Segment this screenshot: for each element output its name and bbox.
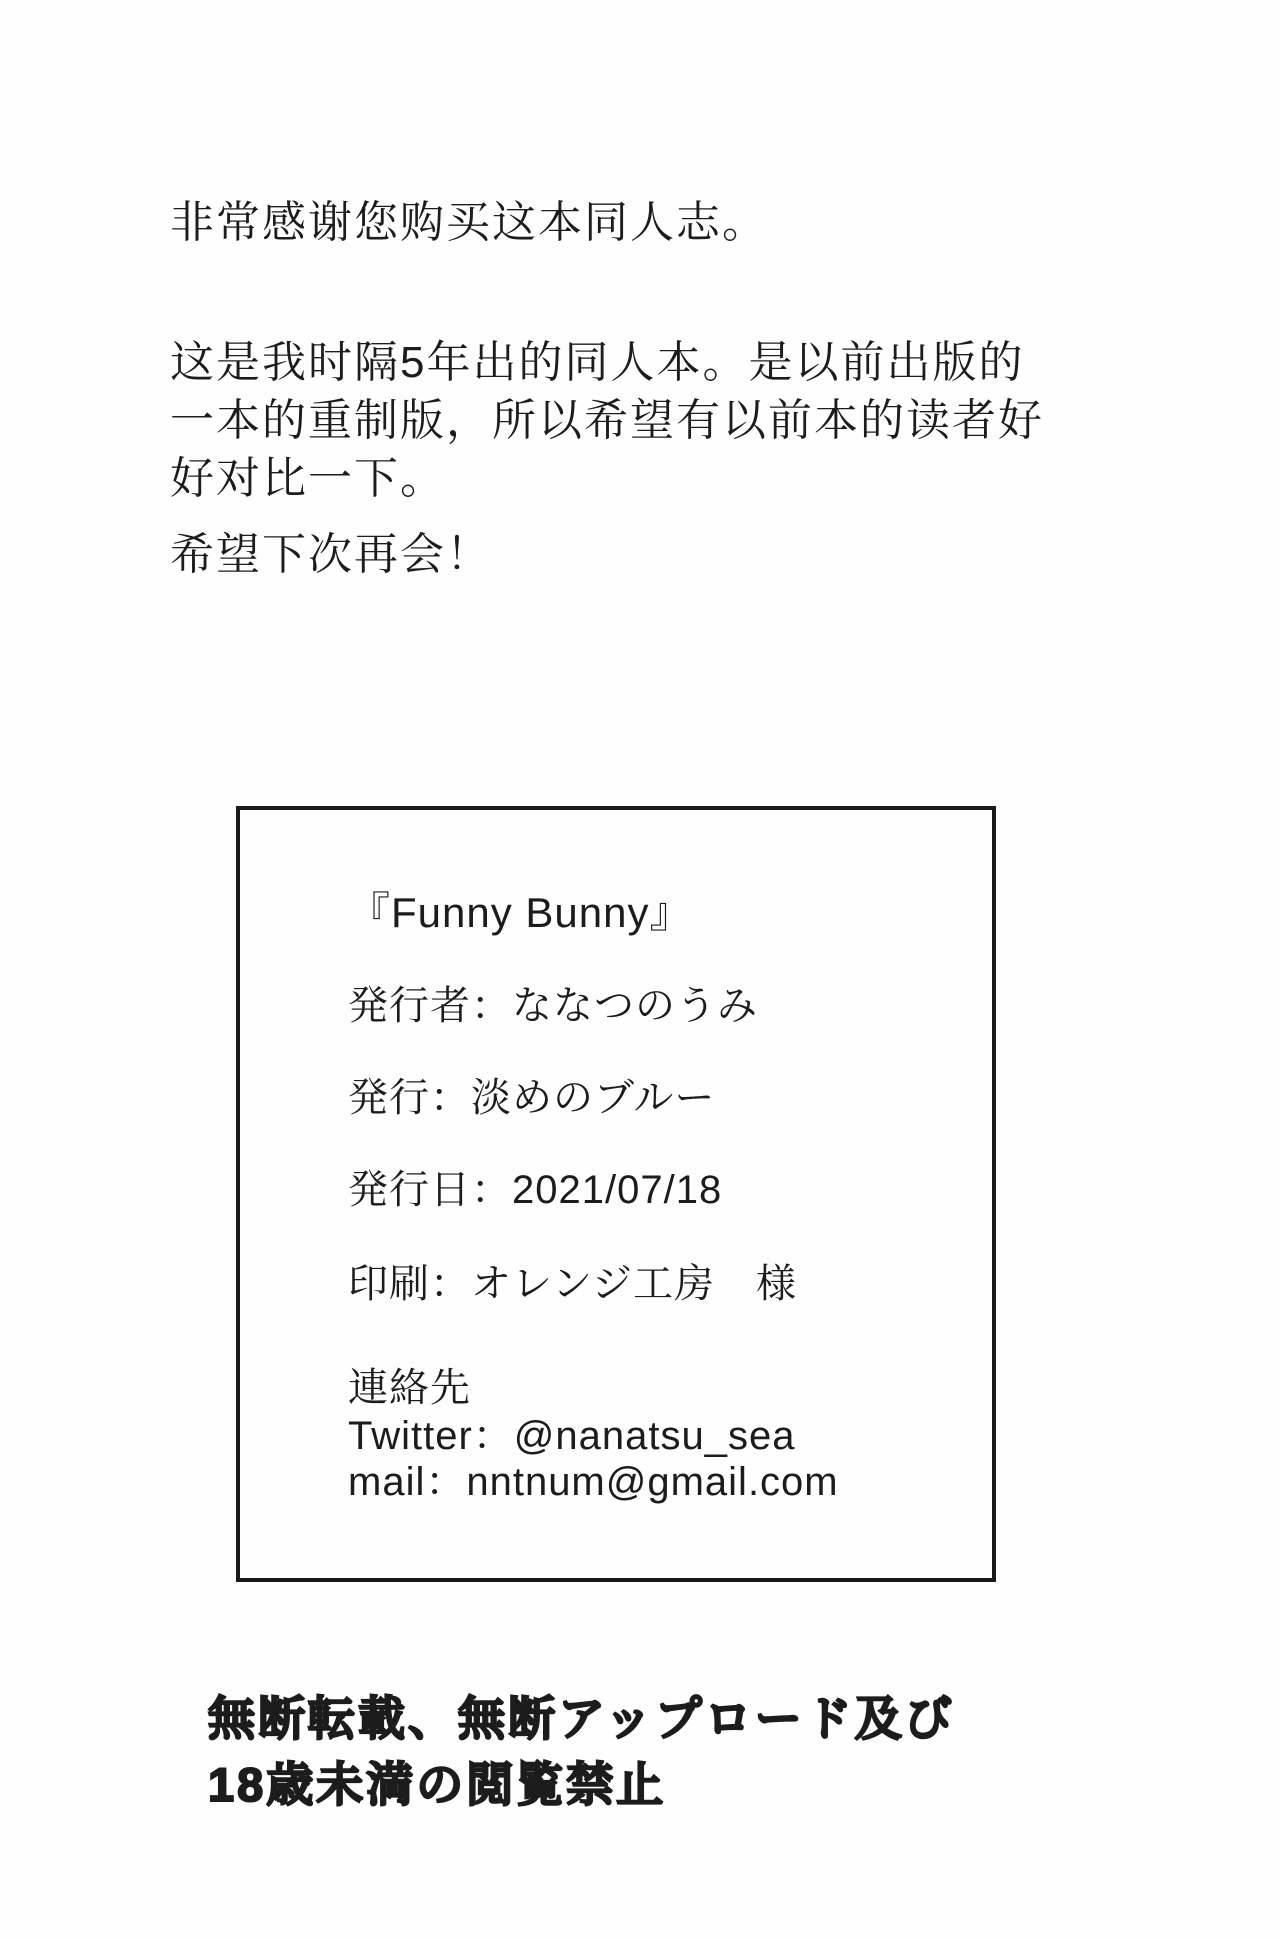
intro-paragraph-line-1: 这是我时隔5年出的同人本。是以前出版的 xyxy=(170,338,1025,387)
warning-line-1: 無断転載、無断アップロード及び xyxy=(208,1692,955,1745)
intro-paragraph-line-3: 好对比一下。 xyxy=(170,454,446,503)
colophon-box xyxy=(236,806,996,1582)
colophon-contact-label: 連絡先 xyxy=(348,1366,471,1410)
warning-line-2: 18歳未満の閲覧禁止 xyxy=(208,1758,667,1811)
colophon-title: 『Funny Bunny』 xyxy=(348,889,693,936)
intro-closing-line: 希望下次再会！ xyxy=(170,530,492,579)
intro-paragraph-line-2: 一本的重制版，所以希望有以前本的读者好 xyxy=(170,396,1044,445)
colophon-publisher: 発行者：ななつのうみ xyxy=(348,984,758,1028)
colophon-issue-date: 発行日：2021/07/18 xyxy=(348,1168,723,1212)
intro-thanks-line: 非常感谢您购买这本同人志。 xyxy=(170,198,768,247)
colophon-twitter: Twitter：@nanatsu_sea xyxy=(348,1414,796,1458)
colophon-mail: mail：nntnum@gmail.com xyxy=(348,1460,839,1504)
colophon-printer: 印刷：オレンジ工房 様 xyxy=(348,1262,797,1306)
colophon-circle: 発行：淡めのブルー xyxy=(348,1076,716,1120)
